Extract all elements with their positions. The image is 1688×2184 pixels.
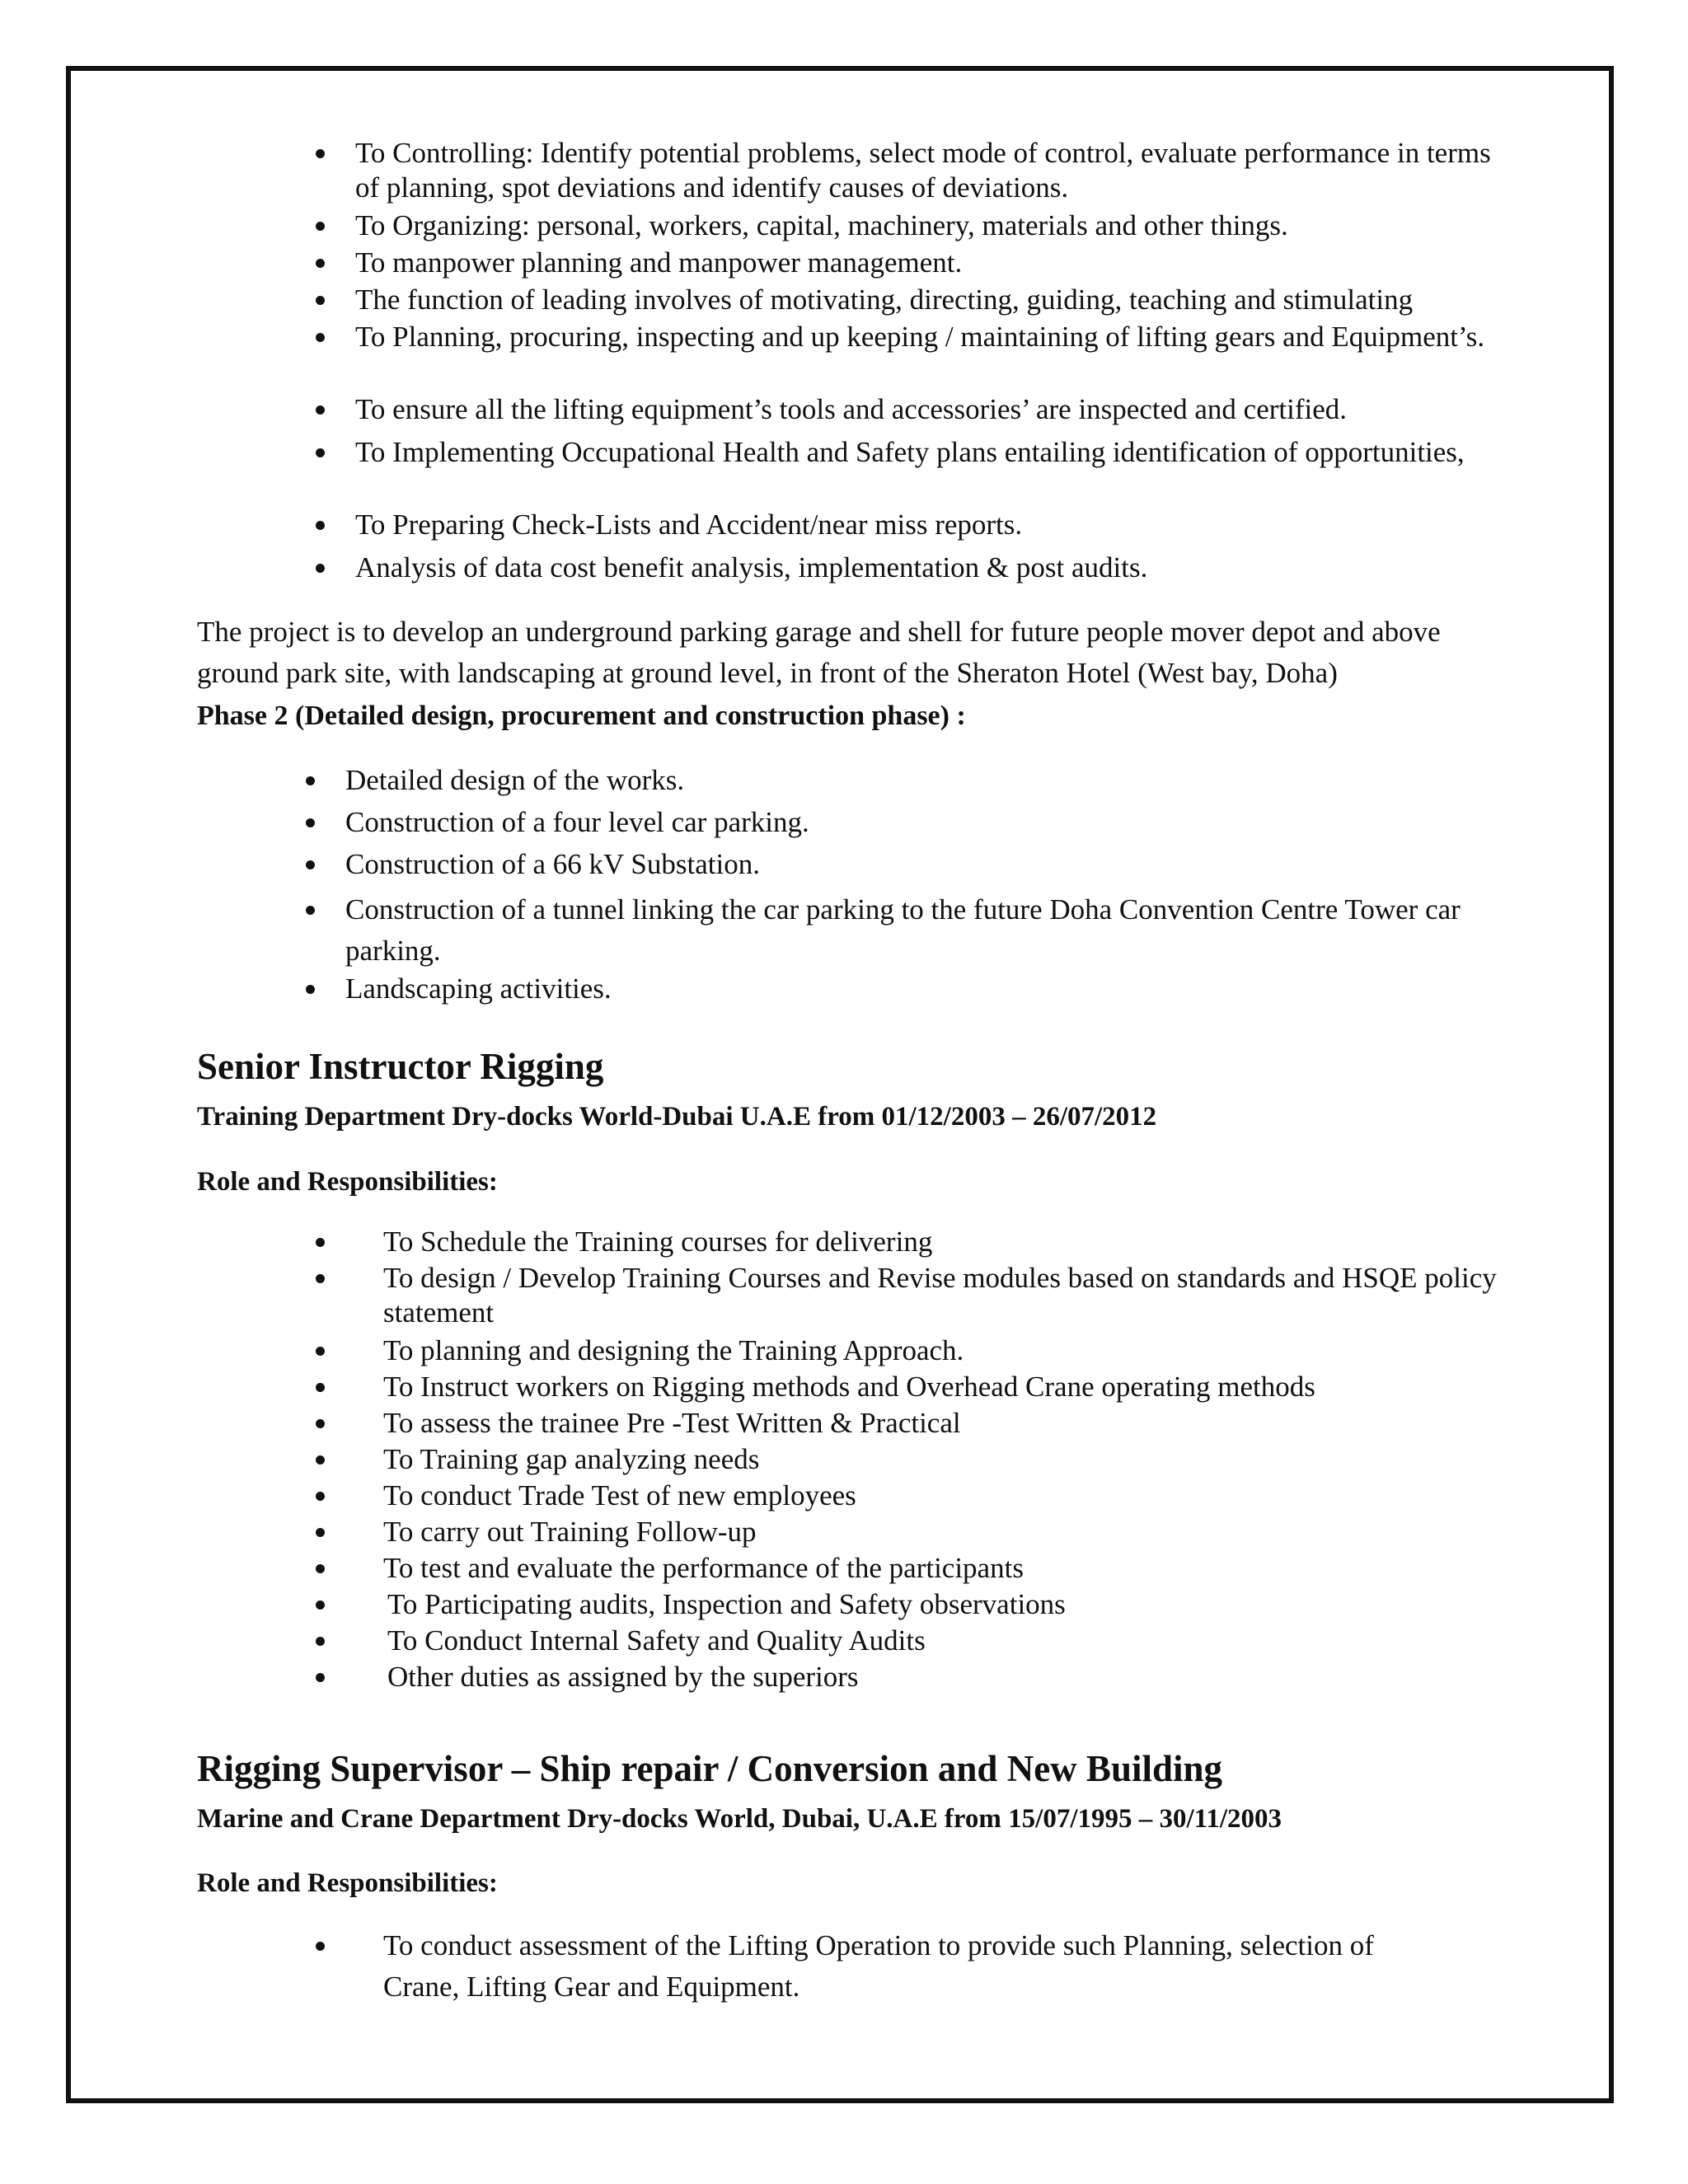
- list-item: To conduct Trade Test of new employees: [383, 1479, 1504, 1515]
- bullet-icon: [316, 1528, 325, 1537]
- bullet-icon: [306, 860, 315, 869]
- list-item: To ensure all the lifting equipment’s tools and accessories’ are inspected and certified.: [355, 392, 1493, 435]
- bullet-icon: [306, 906, 315, 915]
- list-item: To assess the trainee Pre -Test Written & Practical: [383, 1406, 1504, 1442]
- bullet-icon: [316, 1492, 325, 1501]
- list-item: Construction of a 66 kV Substation.: [345, 847, 1499, 889]
- list-item: Other duties as assigned by the superiors: [383, 1660, 1504, 1696]
- list-item: To Instruct workers on Rigging methods and Overhead Crane operating methods: [383, 1370, 1504, 1406]
- list-item: To test and evaluate the performance of the participants: [383, 1551, 1504, 1587]
- bullet-icon: [316, 1564, 325, 1573]
- list-item: Landscaping activities.: [345, 972, 1499, 1014]
- bullet-icon: [316, 149, 325, 158]
- job1-title: Senior Instructor Rigging: [197, 1046, 604, 1087]
- bullet-icon: [316, 1942, 325, 1951]
- bullet-icon: [306, 985, 315, 994]
- list-item: To Planning, procuring, inspecting and up keeping / maintaining of lifting gears and Equipment’s.: [355, 320, 1493, 392]
- list-item: To Schedule the Training courses for delivering: [383, 1225, 1504, 1261]
- list-item: The function of leading involves of motivating, directing, guiding, teaching and stimulating: [355, 283, 1493, 320]
- bullet-icon: [316, 1274, 325, 1283]
- bullet-icon: [316, 296, 325, 305]
- bullet-icon: [316, 1673, 325, 1682]
- list-item: To conduct assessment of the Lifting Operation to provide such Planning, selection of Crane, Lifting Gear and Equipment.: [383, 1925, 1455, 2008]
- bullet-icon: [316, 521, 325, 530]
- list-item: To Controlling: Identify potential problems, select mode of control, evaluate performance in terms of planning, spot deviations and identify causes of deviations.: [355, 136, 1493, 209]
- phase2-heading: Phase 2 (Detailed design, procurement and construction phase) :: [197, 701, 966, 731]
- bullet-icon: [316, 1637, 325, 1646]
- phase2-list: [345, 763, 1499, 1014]
- bullet-icon: [316, 333, 325, 342]
- bullet-icon: [306, 818, 315, 827]
- job1-responsibilities: [383, 1225, 1504, 1696]
- list-item: To Organizing: personal, workers, capital, machinery, materials and other things.: [355, 209, 1493, 246]
- list-item: Construction of a four level car parking.: [345, 805, 1499, 847]
- list-item: Detailed design of the works.: [345, 763, 1499, 805]
- list-item: To design / Develop Training Courses and Revise modules based on standards and HSQE policy statement: [383, 1261, 1504, 1333]
- list-item: To Preparing Check-Lists and Accident/near miss reports.: [355, 508, 1493, 551]
- bullet-icon: [316, 1419, 325, 1428]
- bullet-icon: [316, 222, 325, 231]
- list-item: Construction of a tunnel linking the car parking to the future Doha Convention Centre Tower car parking.: [345, 889, 1499, 972]
- job1-role-heading: Role and Responsibilities:: [197, 1167, 498, 1197]
- bullet-icon: [306, 776, 315, 785]
- job2-responsibilities: [383, 1925, 1455, 2008]
- list-item: To manpower planning and manpower management.: [355, 246, 1493, 283]
- responsibilities-list-1: [355, 136, 1493, 588]
- list-item: To Training gap analyzing needs: [383, 1442, 1504, 1479]
- bullet-icon: [316, 259, 325, 268]
- bullet-icon: [316, 1383, 325, 1392]
- job1-subtitle: Training Department Dry-docks World-Dubai U.A.E from 01/12/2003 – 26/07/2012: [197, 1102, 1157, 1132]
- job2-title: Rigging Supervisor – Ship repair / Conversion and New Building: [197, 1748, 1223, 1789]
- bullet-icon: [316, 1601, 325, 1610]
- bullet-icon: [316, 405, 325, 415]
- list-item: To Implementing Occupational Health and Safety plans entailing identification of opportunities,: [355, 435, 1493, 508]
- bullet-icon: [316, 564, 325, 573]
- bullet-icon: [316, 1347, 325, 1356]
- list-item: To carry out Training Follow-up: [383, 1515, 1504, 1551]
- list-item: To Participating audits, Inspection and Safety observations: [383, 1587, 1504, 1624]
- bullet-icon: [316, 448, 325, 457]
- bullet-icon: [316, 1238, 325, 1247]
- list-item: Analysis of data cost benefit analysis, implementation & post audits.: [355, 551, 1493, 588]
- list-item: To Conduct Internal Safety and Quality Audits: [383, 1624, 1504, 1660]
- job2-role-heading: Role and Responsibilities:: [197, 1868, 498, 1898]
- bullet-icon: [316, 1455, 325, 1465]
- job2-subtitle: Marine and Crane Department Dry-docks World, Dubai, U.A.E from 15/07/1995 – 30/11/2003: [197, 1804, 1282, 1834]
- list-item: To planning and designing the Training Approach.: [383, 1333, 1504, 1370]
- project-description: The project is to develop an underground parking garage and shell for future people mover depot and above ground park site, with landscaping at ground level, in front of the Sheraton Hotel (West bay, Doha): [197, 616, 1441, 689]
